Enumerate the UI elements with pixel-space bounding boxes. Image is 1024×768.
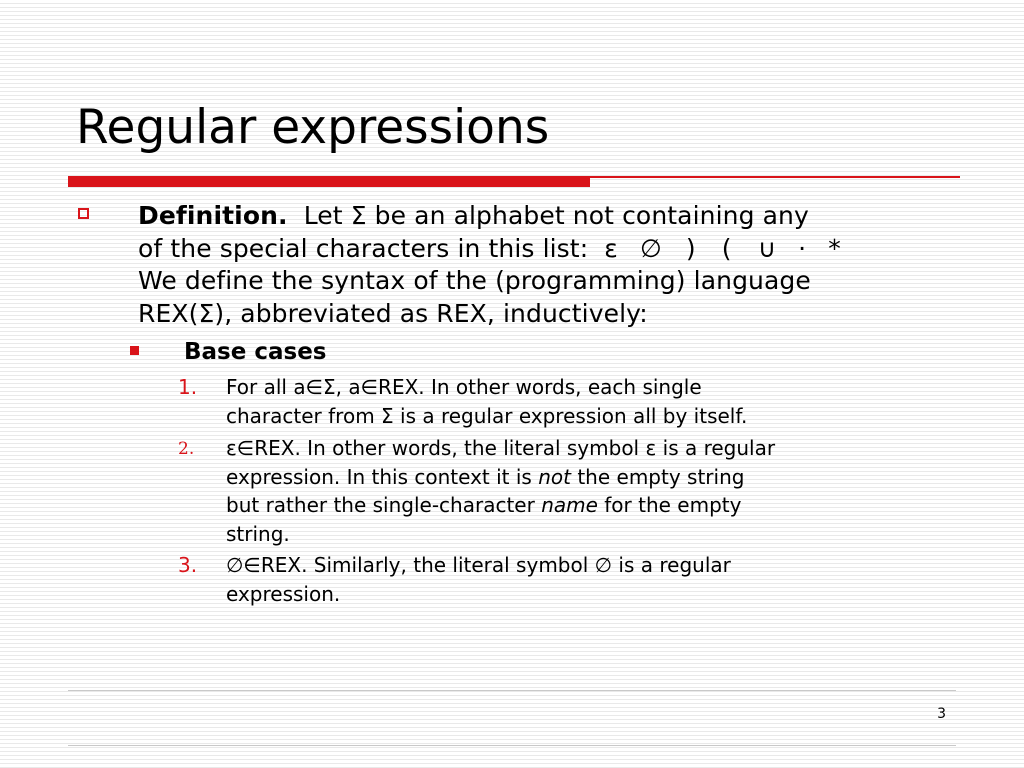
definition-line-1 [138, 200, 958, 233]
footer-rule-top [68, 690, 956, 691]
base-case-3-line-1: ∅∈REX. Similarly, the literal symbol ∅ is a regular [226, 553, 731, 577]
special-characters-intro: of the special characters in this list: [138, 233, 589, 263]
emphasis-name: name [541, 493, 598, 517]
special-char-empty-set: ∅ [639, 233, 662, 263]
base-case-3-line-2: expression. [226, 581, 341, 606]
definition-line-1-text: Let Σ be an alphabet not containing any [303, 201, 809, 230]
base-case-2-line-4: string. [226, 521, 290, 546]
special-char-star: * [828, 233, 841, 263]
definition-label: Definition. [138, 201, 288, 230]
slide-title: Regular expressions [76, 100, 550, 155]
base-case-3 [226, 551, 966, 608]
definition-line-2 [138, 233, 958, 266]
special-char-close-paren: ) [685, 233, 696, 263]
emphasis-not: not [538, 464, 571, 489]
page-number: 3 [937, 706, 946, 722]
base-case-2-line-3-b: for the empty [597, 493, 742, 517]
title-underline-thin [590, 176, 960, 178]
base-case-2-line-3-a: but rather the single-character [226, 493, 542, 517]
base-case-2-number: 2. [178, 439, 195, 459]
definition-line-3: We define the syntax of the (programming) language [138, 266, 811, 295]
base-case-2-line-2-b: the empty string [570, 464, 745, 489]
base-case-1-number: 1. [178, 375, 198, 399]
base-case-2-line-2-a: expression. In this context it is [226, 464, 539, 489]
special-char-dot: · [798, 233, 807, 263]
base-case-2 [226, 434, 966, 548]
footer-rule-bottom [68, 745, 956, 746]
base-case-3-number: 3. [178, 553, 198, 577]
base-case-2-line-2 [226, 463, 966, 492]
special-char-union: ∪ [757, 233, 777, 263]
base-case-2-line-1: ε∈REX. In other words, the literal symbol ε is a regular [226, 436, 776, 460]
base-case-1 [226, 373, 966, 430]
base-cases-heading: Base cases [184, 339, 327, 365]
definition-line-4: REX(Σ), abbreviated as REX, inductively: [138, 298, 648, 328]
definition-paragraph [138, 200, 958, 330]
filled-square-bullet-icon [130, 346, 139, 355]
base-case-1-line-1: For all a∈Σ, a∈REX. In other words, each single [226, 375, 702, 399]
base-case-2-line-3 [226, 491, 966, 520]
special-char-epsilon: ε [604, 233, 618, 263]
base-case-1-line-2: character from Σ is a regular expression all by itself. [226, 403, 748, 428]
title-underline-thick [68, 176, 590, 187]
hollow-square-bullet-icon [78, 208, 89, 219]
special-char-open-paren: ( [721, 233, 732, 263]
